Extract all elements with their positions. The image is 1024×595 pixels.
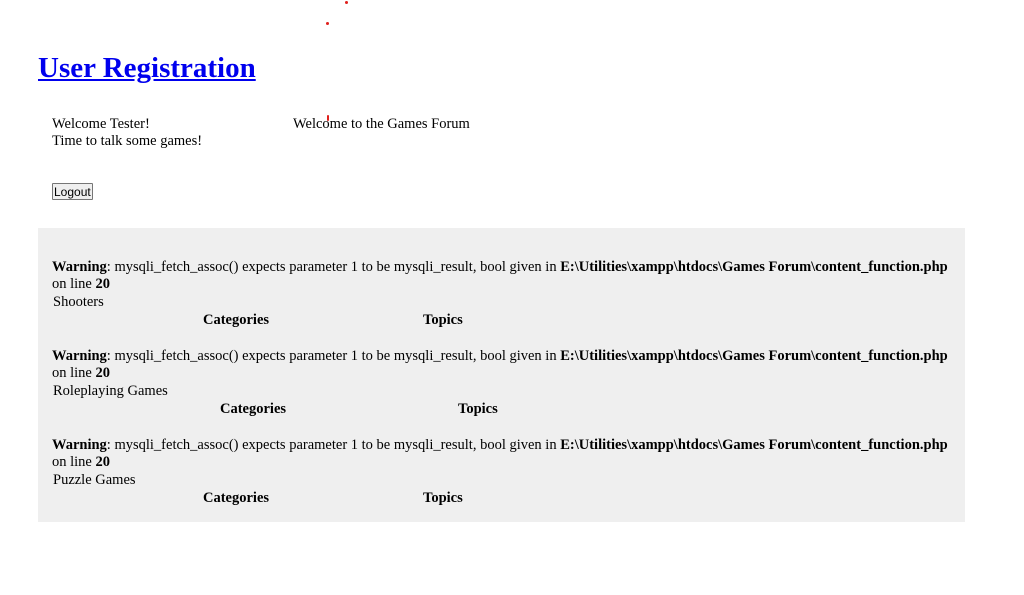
category-section bbox=[52, 348, 952, 417]
column-header-categories: Categories bbox=[203, 490, 270, 506]
php-warning bbox=[52, 259, 952, 293]
red-dot-decoration bbox=[326, 22, 329, 25]
warning-label: Warning bbox=[52, 348, 107, 364]
category-name: Roleplaying Games bbox=[53, 383, 168, 399]
warning-label: Warning bbox=[52, 259, 107, 275]
php-warning bbox=[52, 348, 952, 382]
page-title-link[interactable]: User Registration bbox=[38, 52, 256, 84]
warning-line-number: 20 bbox=[95, 365, 110, 381]
column-header-categories: Categories bbox=[220, 401, 287, 417]
logout-button[interactable]: Logout bbox=[54, 184, 91, 199]
category-name: Puzzle Games bbox=[53, 472, 136, 488]
warning-line-number: 20 bbox=[95, 454, 110, 470]
red-dot-decoration bbox=[345, 1, 348, 4]
column-header-categories: Categories bbox=[203, 312, 270, 328]
warning-label: Warning bbox=[52, 437, 107, 453]
warning-message: : mysqli_fetch_assoc() expects parameter 1 to be mysqli_result, bool given in bbox=[106, 437, 561, 453]
warning-on-line: on line bbox=[52, 276, 96, 292]
category-name: Shooters bbox=[53, 294, 104, 310]
warning-path: E:\Utilities\xampp\htdocs\Games Forum\content_function.php bbox=[560, 437, 948, 453]
warning-path: E:\Utilities\xampp\htdocs\Games Forum\content_function.php bbox=[560, 259, 948, 275]
warning-on-line: on line bbox=[52, 454, 96, 470]
warning-line-number: 20 bbox=[95, 276, 110, 292]
content-panel bbox=[38, 228, 965, 522]
warning-message: : mysqli_fetch_assoc() expects parameter 1 to be mysqli_result, bool given in bbox=[106, 348, 561, 364]
column-header-topics: Topics bbox=[423, 312, 463, 328]
warning-path: E:\Utilities\xampp\htdocs\Games Forum\content_function.php bbox=[560, 348, 948, 364]
welcome-block bbox=[52, 116, 202, 150]
php-warning bbox=[52, 437, 952, 471]
warning-on-line: on line bbox=[52, 365, 96, 381]
category-section bbox=[52, 259, 952, 328]
forum-welcome-text: Welcome to the Games Forum bbox=[293, 116, 470, 132]
welcome-greeting: Welcome Tester! bbox=[52, 116, 150, 132]
category-section bbox=[52, 437, 952, 506]
warning-message: : mysqli_fetch_assoc() expects parameter 1 to be mysqli_result, bool given in bbox=[106, 259, 561, 275]
column-header-topics: Topics bbox=[423, 490, 463, 506]
column-header-topics: Topics bbox=[458, 401, 498, 417]
welcome-tagline: Time to talk some games! bbox=[52, 133, 203, 149]
